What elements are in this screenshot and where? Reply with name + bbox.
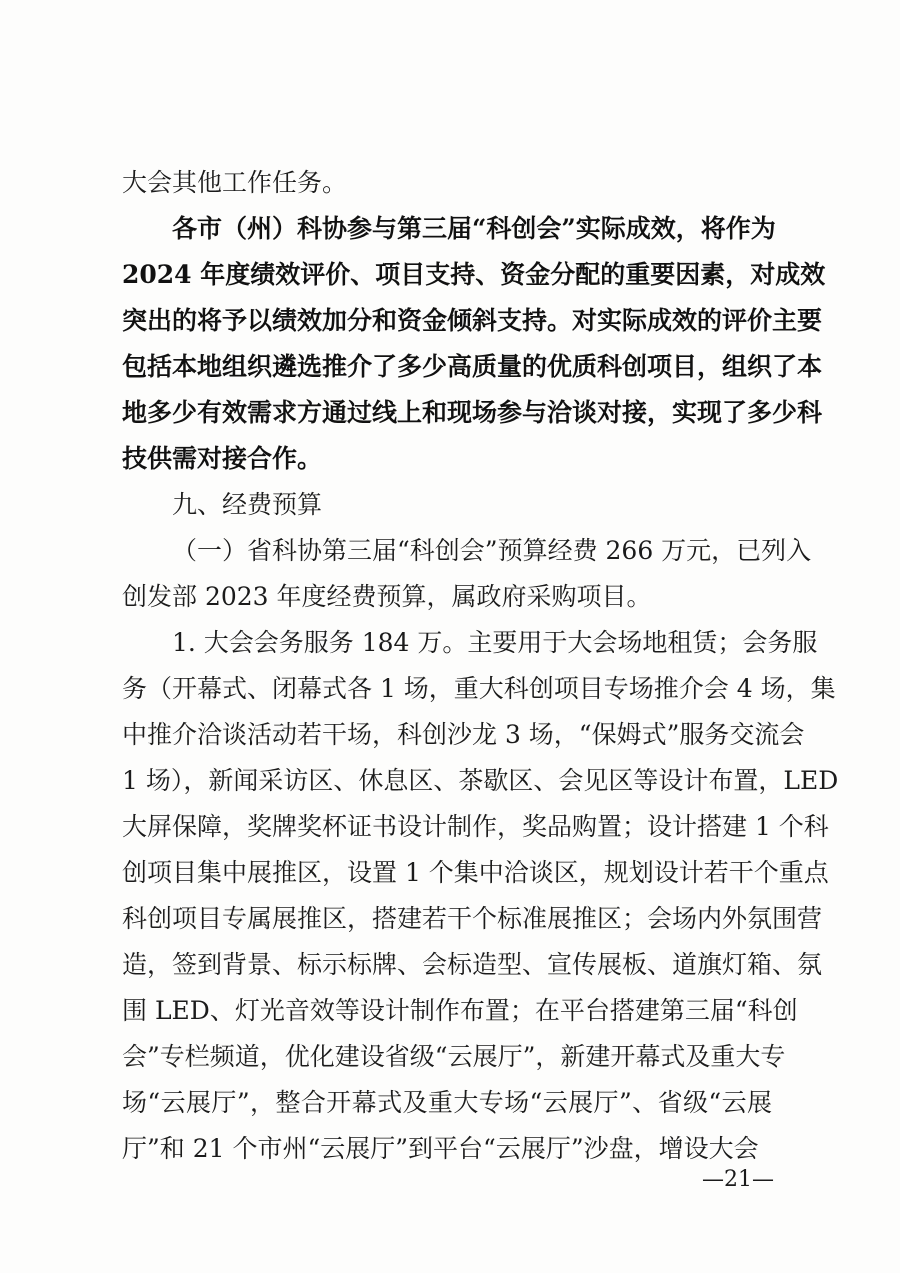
text-line-12: 务（开幕式、闭幕式各 1 场，重大科创项目专场推介会 4 场，集 bbox=[122, 674, 836, 703]
text-line-20: 会”专栏频道，优化建设省级“云展厅”，新建开幕式及重大专 bbox=[122, 1042, 786, 1071]
text-line-10: 创发部 2023 年度经费预算，属政府采购项目。 bbox=[122, 582, 652, 611]
text-line-6: 地多少有效需求方通过线上和现场参与洽谈对接，实现了多少科 bbox=[122, 398, 823, 427]
text-line-16: 创项目集中展推区，设置 1 个集中洽谈区，规划设计若干个重点 bbox=[122, 858, 829, 887]
text-line-21: 场“云展厅”，整合开幕式及重大专场“云展厅”、省级“云展 bbox=[122, 1088, 772, 1117]
text-line-14: 1 场），新闻采访区、休息区、茶歇区、会见区等设计布置，LED bbox=[122, 766, 839, 795]
text-line-4: 突出的将予以绩效加分和资金倾斜支持。对实际成效的评价主要 bbox=[122, 306, 823, 335]
text-line-3: 2024 年度绩效评价、项目支持、资金分配的重要因素，对成效 bbox=[122, 260, 826, 289]
text-line-17: 科创项目专属展推区，搭建若干个标准展推区；会场内外氛围营 bbox=[122, 904, 823, 933]
text-line-1: 大会其他工作任务。 bbox=[122, 168, 348, 197]
text-line-9: （一）省科协第三届“科创会”预算经费 266 万元，已列入 bbox=[172, 536, 812, 565]
text-line-15: 大屏保障，奖牌奖杯证书设计制作，奖品购置；设计搭建 1 个科 bbox=[122, 812, 829, 841]
text-line-5: 包括本地组织遴选推介了多少高质量的优质科创项目，组织了本 bbox=[122, 352, 823, 381]
text-line-2: 各市（州）科协参与第三届“科创会”实际成效，将作为 bbox=[172, 214, 776, 243]
text-line-7: 技供需对接合作。 bbox=[122, 444, 323, 473]
section-heading: 九、经费预算 bbox=[172, 490, 323, 519]
text-line-19: 围 LED、灯光音效等设计制作布置；在平台搭建第三届“科创 bbox=[122, 996, 798, 1025]
text-line-22: 厅”和 21 个市州“云展厅”到平台“云展厅”沙盘，增设大会 bbox=[122, 1134, 759, 1163]
text-line-11: 1. 大会会务服务 184 万。主要用于大会场地租赁；会务服 bbox=[172, 628, 818, 657]
page-number: —21— bbox=[702, 1167, 774, 1192]
text-line-18: 造，签到背景、标示标牌、会标造型、宣传展板、道旗灯箱、氛 bbox=[122, 950, 823, 979]
text-line-13: 中推介洽谈活动若干场，科创沙龙 3 场，“保姆式”服务交流会 bbox=[122, 720, 805, 749]
